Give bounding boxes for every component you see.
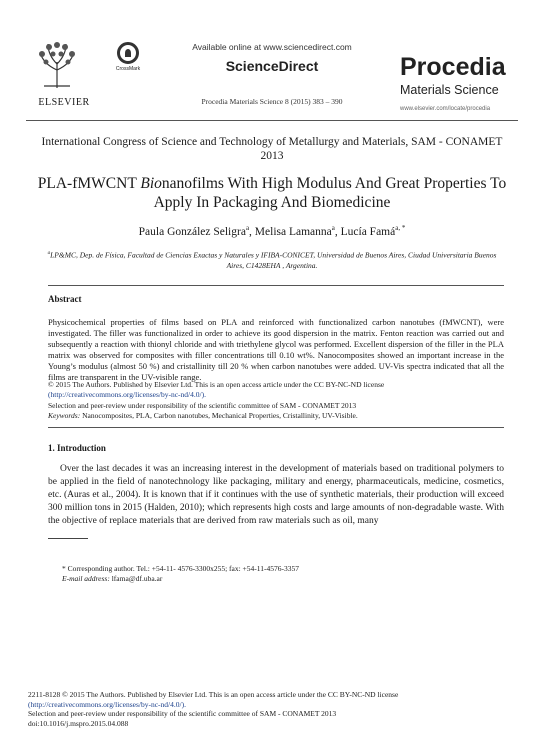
introduction-heading: 1. Introduction	[48, 443, 106, 453]
corresponding-author: * Corresponding author. Tel.: +54-11- 4576-3300x255; fax: +54-11-4576-3357	[62, 564, 300, 573]
sciencedirect-logo: ScienceDirect	[225, 58, 319, 74]
elsevier-logo	[34, 40, 94, 108]
publisher-name: ELSEVIER	[38, 97, 90, 108]
title-part-1: PLA-fMWCNT	[37, 175, 141, 192]
author-separator: ,	[334, 225, 341, 238]
doi[interactable]: doi:10.1016/j.mspro.2015.04.088	[28, 718, 129, 728]
elsevier-tree-icon	[34, 40, 80, 90]
peer-review-line: Selection and peer-review under responsibility of the scientific committee of SAM - CONAMET 2013	[48, 401, 357, 410]
abstract-heading: Abstract	[48, 294, 82, 304]
keywords-text: Nanocomposites, PLA, Carbon nanotubes, Mechanical Properties, Cristallinity, UV-Visible.	[80, 411, 358, 420]
available-online-text: Available online at www.sciencedirect.com	[192, 42, 352, 52]
author-3-sup: a, *	[395, 224, 406, 232]
author-1: Paula González Seligra	[138, 225, 246, 238]
crossmark-icon	[117, 42, 139, 64]
author-list	[40, 224, 504, 238]
header-divider	[26, 120, 518, 121]
bottom-copyright: 2211-8128 © 2015 The Authors. Published by Elsevier Ltd. This is an open access article under the CC BY-NC-ND license	[28, 690, 399, 699]
abstract-bottom-rule	[48, 427, 504, 428]
bottom-peer-review: Selection and peer-review under responsibility of the scientific committee of SAM - CONAMET 2013	[28, 709, 337, 718]
conference-name: International Congress of Science and Technology of Metallurgy and Materials, SAM - CONAMET 2013	[41, 136, 503, 162]
procedia-logo: Procedia	[400, 53, 506, 81]
abstract-top-rule	[48, 285, 504, 286]
author-2: Melisa Lamanna	[254, 225, 332, 238]
affiliation	[40, 249, 504, 271]
bottom-info	[28, 690, 528, 728]
introduction-text: Over the last decades it was an increasing interest in the development of materials based on traditional polymers to be applied in the field of nanotechnology like packaging, military and energy, pharmaceuticals, medicine, cosmetics, etc. (Auras et al., 2004). It is known that if it continues with the use of synthetic materials, their production will exceed 300 million tons in 2015 (Halden, 2010); which represents high costs and large amounts of non-degradable waste. With the objective of replace materials that are derived from raw materials such as oil, many	[48, 464, 504, 526]
author-3: Lucía Famá	[340, 225, 396, 238]
author-separator: ,	[249, 225, 255, 238]
footnote	[62, 564, 299, 584]
copyright-line: © 2015 The Authors. Published by Elsevier Ltd. This is an open access article under the CC BY-NC-ND license	[48, 380, 385, 389]
abstract-text: Physicochemical properties of films based on PLA and reinforced with functionalized carbon nanotubes (fMWCNT), were investigated. The filler was functionalized in order to achieve its good dispersion in the matrix. Fenton reaction was carried out and subsequently a reaction with thionyl chloride and with triethylene glycol was performed. Excellent dispersion of the filler in the PLA matrix was observed for composites with filler concentrations till 0.10 wt%. Nanocomposites showed an important increase in the Young’s modulus (almost 50 %) and cristallinity till 20 % when carbon nanotubes were added. UV-Vis spectra indicated that all the films are transparent in the UV-visible range.	[48, 317, 504, 382]
affiliation-sup: a	[47, 251, 51, 256]
email-address[interactable]: lfama@df.uba.ar	[109, 574, 163, 583]
journal-citation: Procedia Materials Science 8 (2015) 383 – 390	[201, 97, 343, 106]
license-link[interactable]: (http://creativecommons.org/licenses/by-nc-nd/4.0/).	[48, 390, 206, 399]
keywords-label: Keywords:	[48, 411, 81, 420]
paper-title	[30, 174, 514, 212]
crossmark-label: CrossMark	[115, 66, 141, 72]
keywords-line	[48, 411, 504, 421]
procedia-subtitle: Materials Science	[400, 83, 499, 97]
email-label: E-mail address:	[62, 574, 110, 583]
bottom-license-link[interactable]: (http://creativecommons.org/licenses/by-nc-nd/4.0/).	[28, 699, 186, 709]
author-1-sup: a	[245, 224, 250, 232]
affiliation-text: LP&MC, Dep. de Física, Facultad de Ciencias Exactas y Naturales y IFIBA-CONICET, Universidad de Buenos Aires, Ciudad Universitaria Buenos Aires, C1428EHA , Argentina.	[50, 250, 497, 270]
title-italic: Bio	[140, 175, 162, 192]
procedia-url: www.elsevier.com/locate/procedia	[400, 106, 491, 112]
footnote-rule	[48, 538, 88, 539]
title-part-2: nanofilms With High Modulus And Great Properties To Apply In Packaging And Biomedicine	[153, 175, 507, 211]
author-2-sup: a	[331, 224, 335, 232]
email-line	[62, 574, 299, 584]
